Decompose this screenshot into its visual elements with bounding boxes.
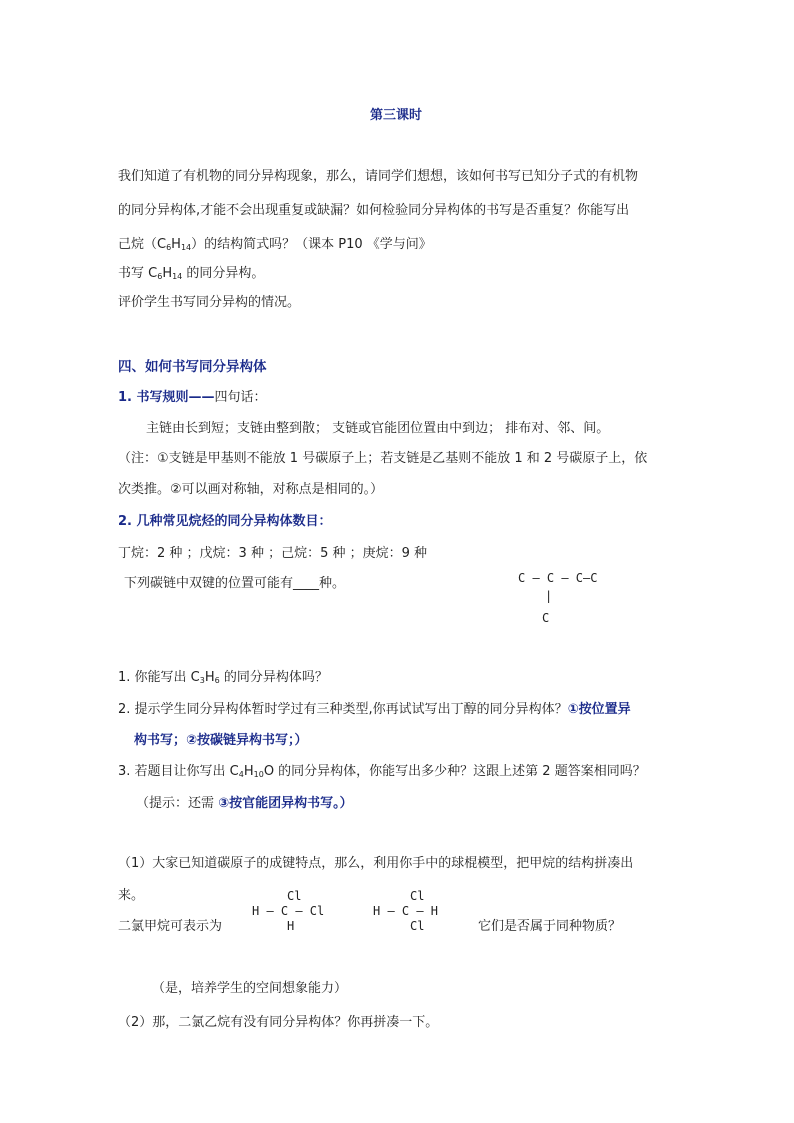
intro-line-4 (118, 262, 264, 281)
question-2-line-2: 构书写；②按碳链异构书写；） (134, 733, 308, 748)
intro-line-4-b: H (162, 266, 173, 281)
question-3-b: H (243, 764, 254, 779)
question-3-sub1: 4 (238, 770, 244, 779)
question-3-sub2: 10 (253, 770, 264, 779)
structure-2-top: Cl (410, 889, 425, 903)
dichloromethane-label: 二氯甲烷可表示为 (118, 919, 223, 934)
double-bond-question-tail: 种。 (319, 576, 346, 591)
intro-line-3-b: H (171, 237, 181, 252)
intro-line-2: 的同分异构体,才能不会出现重复或缺漏？如何检验同分异构体的书写是否重复？你能写出 (118, 203, 630, 218)
count-text: 丁烷：2 种 ；戊烷：3 种 ；己烷：5 种 ；庚烷：9 种 (118, 546, 428, 561)
intro-line-4-c: 的同分异构。 (182, 266, 265, 281)
intro-line-4-sub1: 6 (157, 272, 163, 281)
dichloromethane-question: 它们是否属于同种物质？ (478, 919, 622, 934)
count-heading: 2. 几种常见烷烃的同分异构体数目： (118, 514, 332, 529)
question-1-sub2: 6 (214, 676, 220, 685)
intro-line-3-a: 己烷（C (118, 237, 167, 252)
activity-p1-line-2: 来。 (118, 888, 145, 903)
rule-text: 主链由长到短；支链由整到散； 支链或官能团位置由中到边； 排布对、邻、间。 (146, 421, 610, 436)
question-2-b: ①按位置异 (567, 702, 631, 717)
carbon-chain-branch: C (542, 611, 550, 625)
intro-line-3 (118, 233, 432, 252)
question-3-hint-b: ③按官能团异构书写。） (218, 796, 353, 811)
intro-line-3-sub1: 6 (166, 243, 172, 252)
question-2 (118, 698, 631, 717)
intro-line-3-sub2: 14 (180, 243, 192, 252)
rule-heading-label: 1. 书写规则—— (118, 390, 215, 405)
structure-2-middle: H — C — H (373, 904, 439, 918)
intro-line-1: 我们知道了有机物的同分异构现象，那么，请同学们想想，该如何书写已知分子式的有机物 (118, 169, 639, 184)
note-line-2: 次类推。②可以画对称轴，对称点是相同的。） (118, 482, 384, 497)
question-1-c: 的同分异构体吗？ (219, 670, 328, 685)
question-3-hint (136, 792, 353, 811)
carbon-chain-top: C — C — C—C (518, 571, 598, 585)
question-1-sub1: 3 (199, 676, 205, 685)
intro-line-4-a: 书写 C (118, 266, 158, 281)
structure-1-top: Cl (287, 889, 302, 903)
carbon-chain-branch-bond: | (545, 589, 553, 603)
question-3-hint-a: （提示：还需 (136, 796, 219, 811)
note-line-1: （注：①支链是甲基则不能放 1 号碳原子上；若支链是乙基则不能放 1 和 2 号碳原子上，依 (118, 451, 648, 466)
rule-heading (118, 386, 267, 405)
structure-1-middle: H — C — Cl (252, 904, 325, 918)
rule-heading-tail: 四句话： (214, 390, 267, 405)
double-bond-question-text: 下列碳链中双键的位置可能有 (124, 576, 294, 591)
answer-blank: ____ (293, 576, 320, 591)
activity-p2: （2）那，二氯乙烷有没有同分异构体？你再拼凑一下。 (118, 1015, 439, 1030)
intro-line-5: 评价学生书写同分异构的情况。 (118, 295, 301, 310)
double-bond-question (124, 572, 345, 591)
structure-2-bottom: Cl (410, 919, 425, 933)
question-3 (118, 760, 646, 779)
question-1-b: H (204, 670, 215, 685)
intro-line-4-sub2: 14 (172, 272, 183, 281)
intro-line-3-c: ）的结构简式吗？（课本 P10 《学与问》 (191, 237, 432, 252)
activity-answer: （是，培养学生的空间想象能力） (152, 981, 348, 996)
question-2-a: 2. 提示学生同分异构体暂时学过有三种类型,你再试试写出丁醇的同分异构体？ (118, 702, 568, 717)
section-heading: 四、如何书写同分异构体 (118, 359, 267, 375)
structure-1-bottom: H (287, 919, 295, 933)
activity-p1-line-1: （1）大家已知道碳原子的成键特点，那么，利用你手中的球棍模型，把甲烷的结构拼凑出 (118, 856, 634, 871)
question-3-c: O 的同分异构体，你能写出多少种？这跟上述第 2 题答案相同吗？ (263, 764, 646, 779)
question-3-a: 3. 若题目让你写出 C (118, 764, 239, 779)
question-1 (118, 666, 328, 685)
question-1-a: 1. 你能写出 C (118, 670, 200, 685)
page-title: 第三课时 (370, 108, 423, 123)
